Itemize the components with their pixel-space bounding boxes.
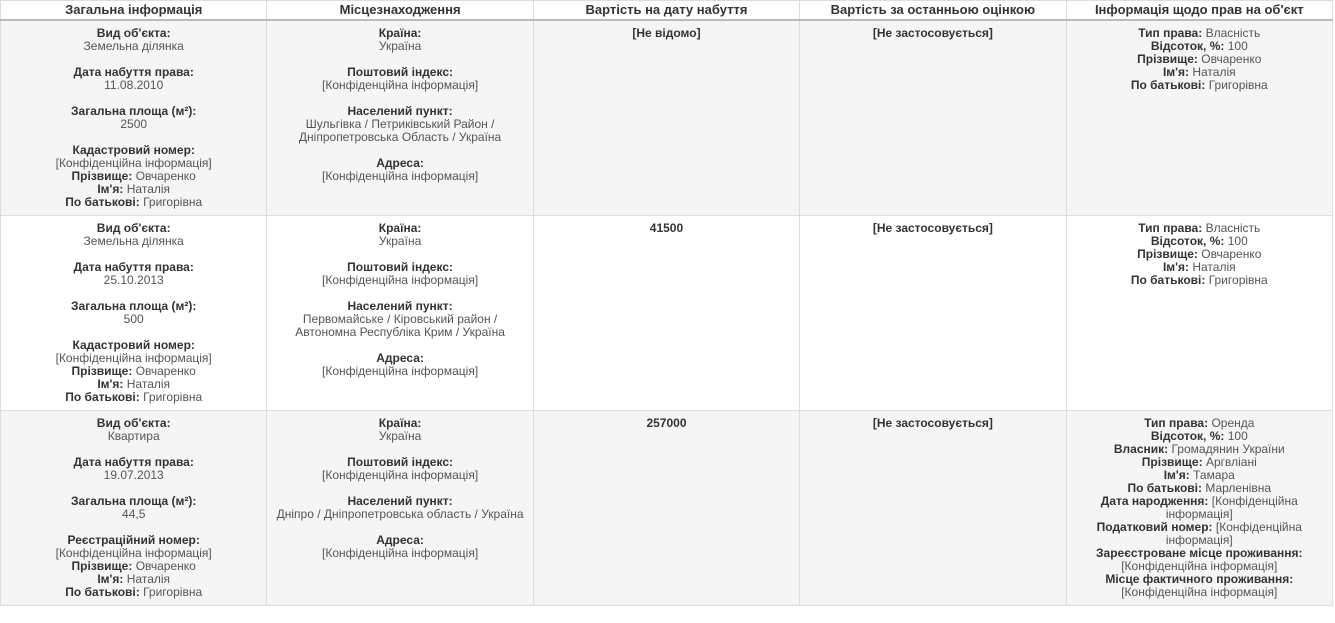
table-row: [1, 411, 1333, 606]
field-label: Ім'я:: [97, 377, 124, 391]
table-cell: [1066, 20, 1332, 216]
field-line: [275, 365, 524, 378]
field-line: [808, 417, 1057, 430]
field-label: Ім'я:: [1162, 260, 1189, 274]
field-group: [9, 105, 258, 131]
field-label: Населений пункт:: [347, 299, 453, 313]
field-group: [1075, 222, 1324, 287]
field-label: Адреса:: [376, 351, 424, 365]
field-label: Вид об'єкта:: [96, 221, 171, 235]
field-label: Країна:: [378, 221, 422, 235]
field-label: Поштовий індекс:: [347, 455, 454, 469]
field-label: Зареєстроване місце проживання:: [1096, 546, 1303, 560]
field-line: [1075, 547, 1324, 573]
field-line: [808, 222, 1057, 235]
field-value: Громадянин України: [1171, 442, 1285, 456]
field-value: Григорівна: [1208, 273, 1268, 287]
field-label: Вид об'єкта:: [96, 26, 171, 40]
field-line: [9, 508, 258, 521]
field-group: [9, 456, 258, 482]
field-label: Країна:: [378, 26, 422, 40]
field-value: Наталія: [126, 572, 171, 586]
field-value: 19.07.2013: [103, 468, 164, 482]
field-line: [1075, 274, 1324, 287]
field-label: Місце фактичного проживання:: [1105, 572, 1294, 586]
field-group: [808, 222, 1057, 235]
field-line: [275, 430, 524, 443]
field-label: По батькові:: [65, 585, 140, 599]
field-group: [9, 534, 258, 599]
field-line: [808, 27, 1057, 40]
field-line: [275, 313, 524, 339]
field-label: [Не застосовується]: [872, 416, 993, 430]
field-label: Відсоток, %:: [1150, 429, 1225, 443]
field-value: Наталія: [1192, 65, 1236, 79]
field-value: [Конфіденційна інформація]: [322, 364, 479, 378]
field-label: 41500: [649, 221, 684, 235]
field-label: Тип права:: [1138, 26, 1203, 40]
field-label: По батькові:: [1130, 78, 1206, 92]
field-value: Овчаренко: [1201, 52, 1262, 66]
field-label: Адреса:: [376, 533, 424, 547]
field-group: [542, 417, 791, 430]
column-header: Загальна інформація: [1, 1, 267, 21]
table-cell: [267, 20, 533, 216]
field-value: Україна: [378, 429, 422, 443]
field-line: [275, 235, 524, 248]
field-group: [275, 495, 524, 521]
field-value: Овчаренко: [135, 169, 196, 183]
field-value: Овчаренко: [1201, 247, 1262, 261]
field-label: По батькові:: [65, 195, 140, 209]
field-group: [275, 105, 524, 144]
table-cell: [800, 411, 1066, 606]
table-cell: [533, 411, 799, 606]
field-value: Григорівна: [143, 195, 203, 209]
field-value: Земельна ділянка: [83, 39, 184, 53]
field-value: [Конфіденційна інформація]: [55, 351, 212, 365]
field-label: Відсоток, %:: [1150, 234, 1225, 248]
table-row: [1, 216, 1333, 411]
column-header: Інформація щодо прав на об'єкт: [1066, 1, 1332, 21]
field-value: [Конфіденційна інформація]: [55, 546, 212, 560]
field-value: 100: [1227, 429, 1248, 443]
field-label: Загальна площа (м²):: [71, 494, 197, 508]
field-line: [9, 469, 258, 482]
field-group: [275, 66, 524, 92]
field-label: По батькові:: [1130, 273, 1206, 287]
field-value: Первомайське / Кіровський район / Автономна Республіка Крим / Україна: [295, 312, 505, 339]
field-group: [275, 456, 524, 482]
table-cell: [267, 216, 533, 411]
field-group: [275, 27, 524, 53]
field-value: Тамара: [1193, 468, 1235, 482]
field-value: [Конфіденційна інформація]: [1165, 520, 1302, 547]
field-line: [542, 222, 791, 235]
field-line: [9, 391, 258, 404]
field-value: Григорівна: [143, 585, 203, 599]
field-label: Поштовий індекс:: [347, 260, 454, 274]
field-line: [275, 170, 524, 183]
table-cell: [533, 216, 799, 411]
field-group: [808, 417, 1057, 430]
field-label: Податковий номер:: [1096, 520, 1213, 534]
field-value: Земельна ділянка: [83, 234, 184, 248]
field-label: [Не застосовується]: [872, 221, 993, 235]
field-group: [275, 261, 524, 287]
field-value: [Конфіденційна інформація]: [1165, 494, 1298, 521]
field-value: [Конфіденційна інформація]: [55, 156, 212, 170]
field-label: Дата набуття права:: [73, 455, 194, 469]
field-group: [9, 495, 258, 521]
field-label: Адреса:: [376, 156, 424, 170]
table-cell: [1, 20, 267, 216]
field-label: Прізвище:: [71, 364, 133, 378]
field-group: [9, 66, 258, 92]
field-label: Прізвище:: [1141, 455, 1203, 469]
field-label: Поштовий індекс:: [347, 65, 454, 79]
field-group: [275, 300, 524, 339]
field-value: 500: [123, 312, 144, 326]
field-value: 100: [1227, 39, 1248, 53]
field-line: [1075, 573, 1324, 599]
field-group: [9, 339, 258, 404]
field-line: [9, 274, 258, 287]
table-cell: [800, 20, 1066, 216]
field-value: 11.08.2010: [104, 78, 164, 92]
field-value: Шульгівка / Петриківський Район / Дніпропетровська Область / Україна: [298, 117, 502, 144]
field-label: Ім'я:: [1162, 65, 1189, 79]
field-value: Оренда: [1211, 416, 1255, 430]
field-line: [1075, 521, 1324, 547]
field-value: [Конфіденційна інформація]: [322, 169, 479, 183]
field-label: Тип права:: [1138, 221, 1203, 235]
field-line: [275, 40, 524, 53]
field-value: 100: [1227, 234, 1248, 248]
field-line: [9, 79, 258, 92]
field-line: [275, 547, 524, 560]
field-line: [1075, 79, 1324, 92]
field-line: [9, 313, 258, 326]
field-label: По батькові:: [1127, 481, 1202, 495]
field-group: [1075, 417, 1324, 599]
field-value: Квартира: [107, 429, 160, 443]
field-group: [275, 417, 524, 443]
field-line: [542, 27, 791, 40]
field-label: Власник:: [1113, 442, 1169, 456]
field-line: [275, 508, 524, 521]
field-value: Григорівна: [143, 390, 203, 404]
field-group: [542, 27, 791, 40]
table-cell: [1, 216, 267, 411]
field-value: [Конфіденційна інформація]: [322, 468, 479, 482]
field-value: Наталія: [126, 377, 171, 391]
field-label: Ім'я:: [97, 182, 124, 196]
field-group: [1075, 27, 1324, 92]
field-label: Країна:: [378, 416, 422, 430]
table-body: [1, 20, 1333, 606]
field-label: Вид об'єкта:: [96, 416, 171, 430]
field-group: [808, 27, 1057, 40]
field-value: Україна: [378, 234, 422, 248]
field-value: Марленівна: [1205, 481, 1272, 495]
field-label: Прізвище:: [1137, 247, 1198, 261]
field-label: Населений пункт:: [347, 104, 453, 118]
field-line: [9, 235, 258, 248]
field-label: Загальна площа (м²):: [71, 299, 197, 313]
table-cell: [1066, 411, 1332, 606]
field-label: Прізвище:: [1137, 52, 1198, 66]
field-label: Кадастровий номер:: [72, 338, 195, 352]
field-group: [542, 222, 791, 235]
field-group: [275, 222, 524, 248]
field-line: [9, 40, 258, 53]
field-value: Наталія: [1192, 260, 1236, 274]
field-value: [Конфіденційна інформація]: [322, 273, 479, 287]
field-line: [275, 469, 524, 482]
field-line: [275, 274, 524, 287]
field-value: 25.10.2013: [103, 273, 164, 287]
field-group: [275, 157, 524, 183]
table-cell: [1066, 216, 1332, 411]
field-label: Прізвище:: [71, 169, 133, 183]
field-value: [Конфіденційна інформація]: [1121, 559, 1278, 573]
header-row: [1, 1, 1333, 21]
field-line: [9, 118, 258, 131]
field-label: Населений пункт:: [347, 494, 453, 508]
field-line: [1075, 495, 1324, 521]
field-label: [Не застосовується]: [872, 26, 993, 40]
field-line: [542, 417, 791, 430]
table-row: [1, 20, 1333, 216]
field-label: Дата набуття права:: [73, 65, 194, 79]
column-header: Вартість на дату набуття: [533, 1, 799, 21]
field-label: [Не відомо]: [632, 26, 701, 40]
table-cell: [533, 20, 799, 216]
field-value: Овчаренко: [135, 364, 196, 378]
field-label: Дата набуття права:: [73, 260, 194, 274]
field-label: Ім'я:: [97, 572, 124, 586]
field-label: Прізвище:: [71, 559, 133, 573]
field-group: [9, 417, 258, 443]
field-line: [9, 586, 258, 599]
field-value: Григорівна: [1208, 78, 1268, 92]
field-value: [Конфіденційна інформація]: [1121, 585, 1278, 599]
field-line: [9, 196, 258, 209]
field-label: Ім'я:: [1163, 468, 1190, 482]
field-value: [Конфіденційна інформація]: [322, 546, 479, 560]
table-cell: [1, 411, 267, 606]
field-value: Дніпро / Дніпропетровська область / Україна: [276, 507, 524, 521]
field-group: [9, 27, 258, 53]
field-label: Відсоток, %:: [1150, 39, 1225, 53]
field-value: Україна: [378, 39, 422, 53]
field-line: [275, 118, 524, 144]
field-value: Овчаренко: [135, 559, 196, 573]
field-label: Тип права:: [1144, 416, 1209, 430]
table-cell: [267, 411, 533, 606]
column-header: Вартість за останньою оцінкою: [800, 1, 1066, 21]
field-label: 257000: [646, 416, 687, 430]
table-cell: [800, 216, 1066, 411]
field-label: По батькові:: [65, 390, 140, 404]
field-value: Наталія: [126, 182, 171, 196]
field-group: [275, 352, 524, 378]
field-value: 44,5: [122, 507, 146, 521]
field-group: [9, 222, 258, 248]
field-label: Загальна площа (м²):: [71, 104, 197, 118]
field-value: Власність: [1205, 221, 1261, 235]
field-group: [9, 144, 258, 209]
field-line: [275, 79, 524, 92]
field-value: Власність: [1205, 26, 1261, 40]
field-value: 2500: [120, 117, 148, 131]
field-label: Кадастровий номер:: [72, 143, 195, 157]
field-value: Аргвліані: [1205, 455, 1257, 469]
field-line: [9, 430, 258, 443]
field-group: [275, 534, 524, 560]
field-label: Реєстраційний номер:: [67, 533, 200, 547]
field-group: [9, 261, 258, 287]
field-label: Дата народження:: [1100, 494, 1209, 508]
column-header: Місцезнаходження: [267, 1, 533, 21]
field-value: [Конфіденційна інформація]: [322, 78, 479, 92]
field-group: [9, 300, 258, 326]
